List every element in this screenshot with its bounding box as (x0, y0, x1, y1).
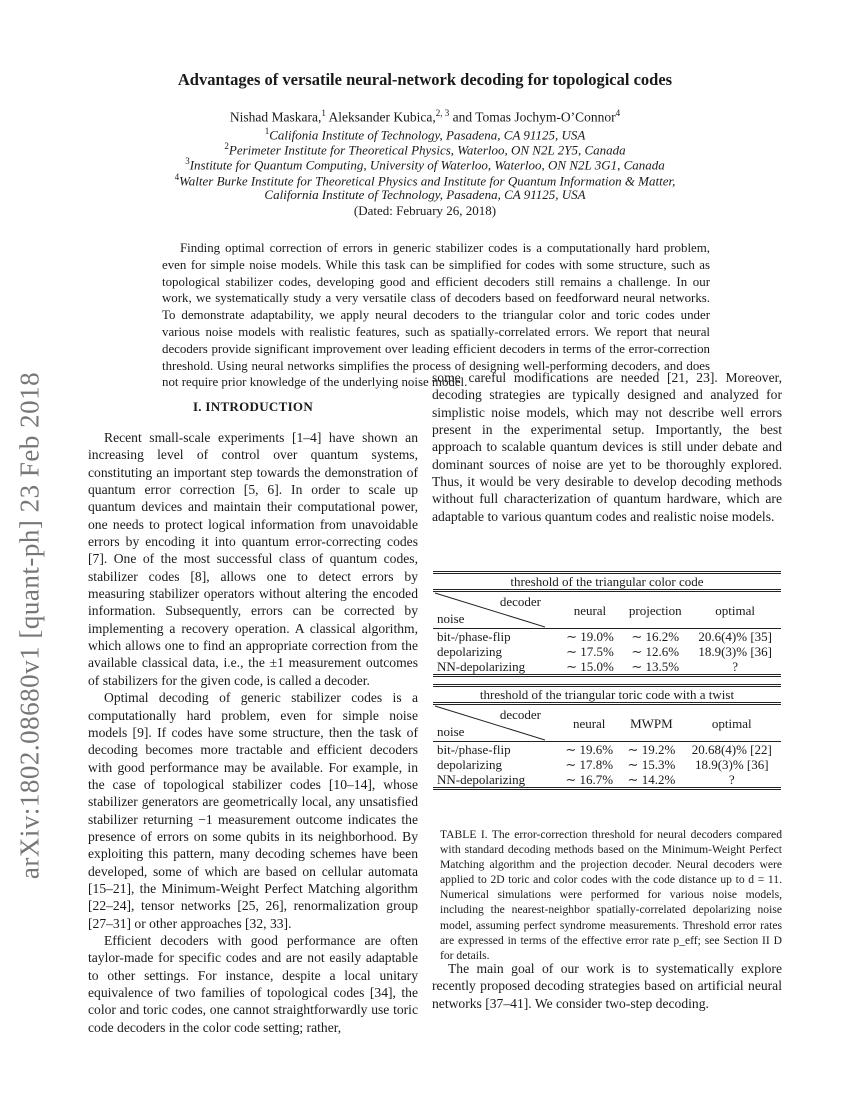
table-title: threshold of the triangular toric code with a twist (479, 687, 735, 702)
column-header: neural (573, 602, 607, 618)
row-label: bit-/phase-flip (437, 742, 511, 757)
cell: ∼ 17.8% (565, 757, 614, 772)
affiliation-mark: 4 (174, 172, 180, 182)
author-affiliation-mark: 1 (321, 108, 326, 118)
row-label: NN-depolarizing (437, 659, 526, 674)
cell: ∼ 15.0% (566, 659, 614, 674)
paragraph: Efficient decoders with good performance are often taylor-made for specific codes and are not easily adaptable to other settings. For instance, despite a local unitary equivalence of two families of topological codes [34], the color and toric codes, one cannot straightforwardly use toric code decoders in the color code setting; rather, (88, 932, 418, 1035)
paper-title: Advantages of versatile neural-network decoding for topological codes (177, 70, 673, 89)
cell: ∼ 16.2% (631, 629, 680, 644)
author-affiliation-mark: 2, 3 (435, 108, 450, 118)
affiliation-text: Walter Burke Institute for Theoretical Physics and Institute for Quantum Information & Matter, (179, 173, 676, 189)
cell: ∼ 16.7% (565, 772, 614, 787)
toric-code-threshold-table (433, 684, 781, 790)
cell: ∼ 19.0% (566, 629, 614, 644)
author-name: Aleksander Kubica, (328, 109, 436, 125)
cell: ∼ 17.5% (566, 644, 614, 659)
corner-header-bottom: noise (437, 611, 465, 626)
affiliation (0, 156, 850, 173)
column-header: MWPM (630, 715, 673, 731)
table-row (433, 742, 781, 758)
cell: 20.6(4)% [35] (698, 629, 772, 644)
affiliation-text: Institute for Quantum Computing, University of Waterloo, Waterloo, ON N2L 3G1, Canada (189, 157, 665, 173)
column-header: optimal (711, 715, 752, 731)
arxiv-identifier: arXiv:1802.08680v1 [quant-ph] 23 Feb 2018 (14, 371, 45, 880)
cell: ? (728, 772, 735, 787)
affiliation-mark: 3 (185, 156, 190, 166)
affiliation-text: California Institute of Technology, Pasadena, CA 91125, USA (264, 187, 586, 202)
cell: ∼ 14.2% (627, 772, 676, 787)
corner-header-top: decoder (499, 707, 541, 722)
column-header: optimal (715, 602, 756, 618)
cell: 18.9(3)% [36] (694, 757, 769, 772)
corner-header-top: decoder (499, 594, 541, 609)
date-line: (Dated: February 26, 2018) (353, 203, 497, 218)
table-row (433, 644, 781, 659)
cell: ∼ 15.3% (627, 757, 676, 772)
right-column-bottom (432, 960, 782, 1012)
paragraph: Optimal decoding of generic stabilizer codes is a computationally hard problem, even for simple noise models [9]. If codes have some structure, then the task of decoding becomes more tractable and efficient decoders with good performance may be available. For example, in the case of topological stabilizer codes [10–14], whose stabilizer generators are geometrically local, any unsatisfied stabilizer returning −1 measurement outcome indicates the presence of errors on some qubits in its neighborhood. By exploiting this pattern, many decoding schemes have been developed, some of which are based on cellular automata [15–21], the Minimum-Weight Perfect Matching algorithm [22–24], tensor networks [25, 26], renormalization group [27–31] or other approaches [32, 33]. (88, 690, 418, 931)
table-row (433, 629, 781, 645)
column-header: projection (628, 602, 682, 618)
cell: ∼ 12.6% (631, 644, 680, 659)
cell: 18.9(3)% [36] (698, 644, 772, 659)
cell: ∼ 13.5% (631, 659, 680, 674)
right-column-top (432, 369, 782, 525)
cell: ? (732, 659, 739, 674)
author-name: and Tomas Jochym-O’Connor (452, 109, 616, 125)
row-label: depolarizing (437, 644, 502, 659)
column-header: neural (572, 715, 606, 731)
cell: 20.68(4)% [22] (691, 742, 772, 757)
corner-header (433, 705, 545, 741)
author-name: Nishad Maskara, (229, 109, 322, 125)
table-caption: TABLE I. The error-correction threshold for neural decoders compared with standard decoding methods based on the Minimum-Weight Perfect Matching algorithm and the projection decoder. Neural decoders were applied to 2D toric and color codes with the code distance up to d = 11. Numerical simulations were performed for various noise models, including the nearest-neighbor spatially-correlated depolarizing noise model, assuming perfect syndrome measurements. Threshold error rates are expressed in terms of the effective error rate p_eff; see Section II D for details. (440, 828, 782, 962)
paragraph: The main goal of our work is to systematically explore recently proposed decoding strategies based on artificial neural networks [37–41]. We consider two-step decoding. (432, 961, 782, 1011)
abstract: Finding optimal correction of errors in generic stabilizer codes is a computationally hard problem, even for simple noise models. While this task can be simplified for codes with some structure, such as topological stabilizer codes, developing good and efficient decoders still remains a challenge. In our work, we systematically study a very versatile class of decoders based on feedforward neural networks. To demonstrate adaptability, we apply neural decoders to the triangular color and toric codes under various noise models with realistic features, such as spatially-correlated errors. We report that neural decoders provide significant improvement over leading efficient decoders in terms of the error-correction threshold. Using neural networks simplifies the process of designing well-performing decoders, and does not require prior knowledge of the underlying noise model. (162, 241, 710, 390)
affiliation-text: Perimeter Institute for Theoretical Physics, Waterloo, ON N2L 2Y5, Canada (228, 142, 626, 158)
row-label: bit-/phase-flip (437, 629, 511, 644)
affiliation-mark: 1 (264, 126, 270, 136)
corner-header-bottom: noise (437, 724, 465, 739)
author-affiliation-mark: 4 (615, 108, 621, 118)
affiliation-text: Califonia Institute of Technology, Pasadena, CA 91125, USA (269, 127, 586, 143)
row-label: NN-depolarizing (437, 772, 526, 787)
table-row (433, 757, 781, 772)
corner-header (433, 592, 545, 628)
section-heading: I. INTRODUCTION (192, 399, 314, 414)
cell: ∼ 19.2% (627, 742, 676, 757)
paragraph: Recent small-scale experiments [1–4] have shown an increasing level of control over quantum systems, constituting an important step towards the demonstration of quantum error correction [5, 6]. In order to scale up quantum devices and maintain their computational power, one needs to protect logical information from unavoidable errors by encoding it into quantum error-correcting codes [7]. One of the most successful class of quantum codes, stabilizer codes [8], allows one to detect errors by measuring stabilizer operators without altering the encoded information. Subsequently, errors can be corrected by implementing a recovery operation. A classical algorithm, which allows one to find an appropriate correction from the available classical data, i.e., the ±1 measurement outcomes of stabilizers for the given code, is called a decoder. (88, 430, 418, 688)
table-title: threshold of the triangular color code (510, 574, 704, 589)
paragraph: some careful modifications are needed [21, 23]. Moreover, decoding strategies are typically designed and analyzed for simplistic noise models, which may not describe well errors present in the experimental setup. Importantly, the best approach to scalable quantum devices is still under debate and dominant sources of noise are yet to be thoroughly explored. Thus, it would be very desirable to develop decoding methods without full characterization of quantum hardware, which are adaptable to various quantum codes and realistic noise models. (432, 370, 782, 524)
affiliation-mark: 2 (224, 141, 229, 151)
table-row (433, 659, 781, 676)
color-code-threshold-table (433, 571, 781, 677)
cell: ∼ 19.6% (565, 742, 614, 757)
table-row (433, 772, 781, 789)
affiliation (0, 187, 850, 203)
author-list (0, 108, 850, 126)
row-label: depolarizing (437, 757, 502, 772)
left-column (88, 429, 418, 1036)
